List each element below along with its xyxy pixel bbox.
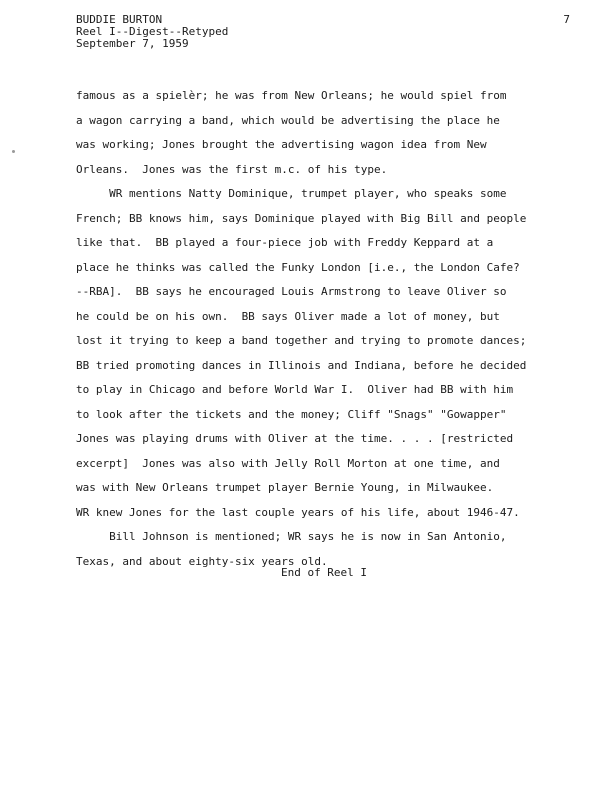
text-line: was with New Orleans trumpet player Bernie Young, in Milwaukee.	[76, 481, 494, 494]
scan-speck	[12, 150, 15, 153]
text-line: WR knew Jones for the last couple years of his life, about 1946-47.	[76, 505, 520, 519]
text-line: WR mentions Natty Dominique, trumpet player, who speaks some	[76, 187, 507, 200]
text-line: lost it trying to keep a band together and trying to promote dances;	[76, 334, 527, 347]
document-header	[76, 14, 228, 50]
interviewee-name: BUDDIE BURTON	[76, 13, 163, 26]
transcript-body	[76, 84, 571, 574]
text-line: famous as a spielèr; he was from New Orleans; he would spiel from	[76, 89, 507, 102]
text-line: BB tried promoting dances in Illinois and Indiana, before he decided	[76, 358, 527, 372]
text-line: like that. BB played a four-piece job with Freddy Keppard at a	[76, 236, 494, 249]
text-line: Texas, and about eighty-six years old.	[76, 554, 328, 568]
text-line: Orleans. Jones was the first m.c. of his type.	[76, 162, 388, 176]
text-line: Bill Johnson is mentioned; WR says he is now in San Antonio,	[76, 530, 507, 543]
text-line: excerpt] Jones was also with Jelly Roll Morton at one time, and	[76, 456, 500, 470]
text-line: place he thinks was called the Funky London [i.e., the London Cafe?	[76, 260, 520, 274]
end-of-reel	[0, 567, 612, 579]
reel-label: Reel I--Digest--Retyped	[76, 25, 229, 38]
interview-date: September 7, 1959	[76, 37, 189, 50]
text-line: he could be on his own. BB says Oliver made a lot of money, but	[76, 309, 500, 323]
page-number: 7	[563, 13, 570, 26]
text-line: --RBA]. BB says he encouraged Louis Armstrong to leave Oliver so	[76, 285, 507, 298]
text-line: French; BB knows him, says Dominique played with Big Bill and people	[76, 211, 527, 225]
text-line: to look after the tickets and the money; Cliff "Snags" "Gowapper"	[76, 407, 507, 421]
text-line: Jones was playing drums with Oliver at the time. . . . [restricted	[76, 432, 514, 445]
end-of-reel-text: End of Reel I	[280, 566, 368, 579]
text-line: a wagon carrying a band, which would be advertising the place he	[76, 113, 500, 127]
text-line: to play in Chicago and before World War I. Oliver had BB with him	[76, 383, 514, 396]
text-line: was working; Jones brought the advertising wagon idea from New	[76, 138, 487, 151]
